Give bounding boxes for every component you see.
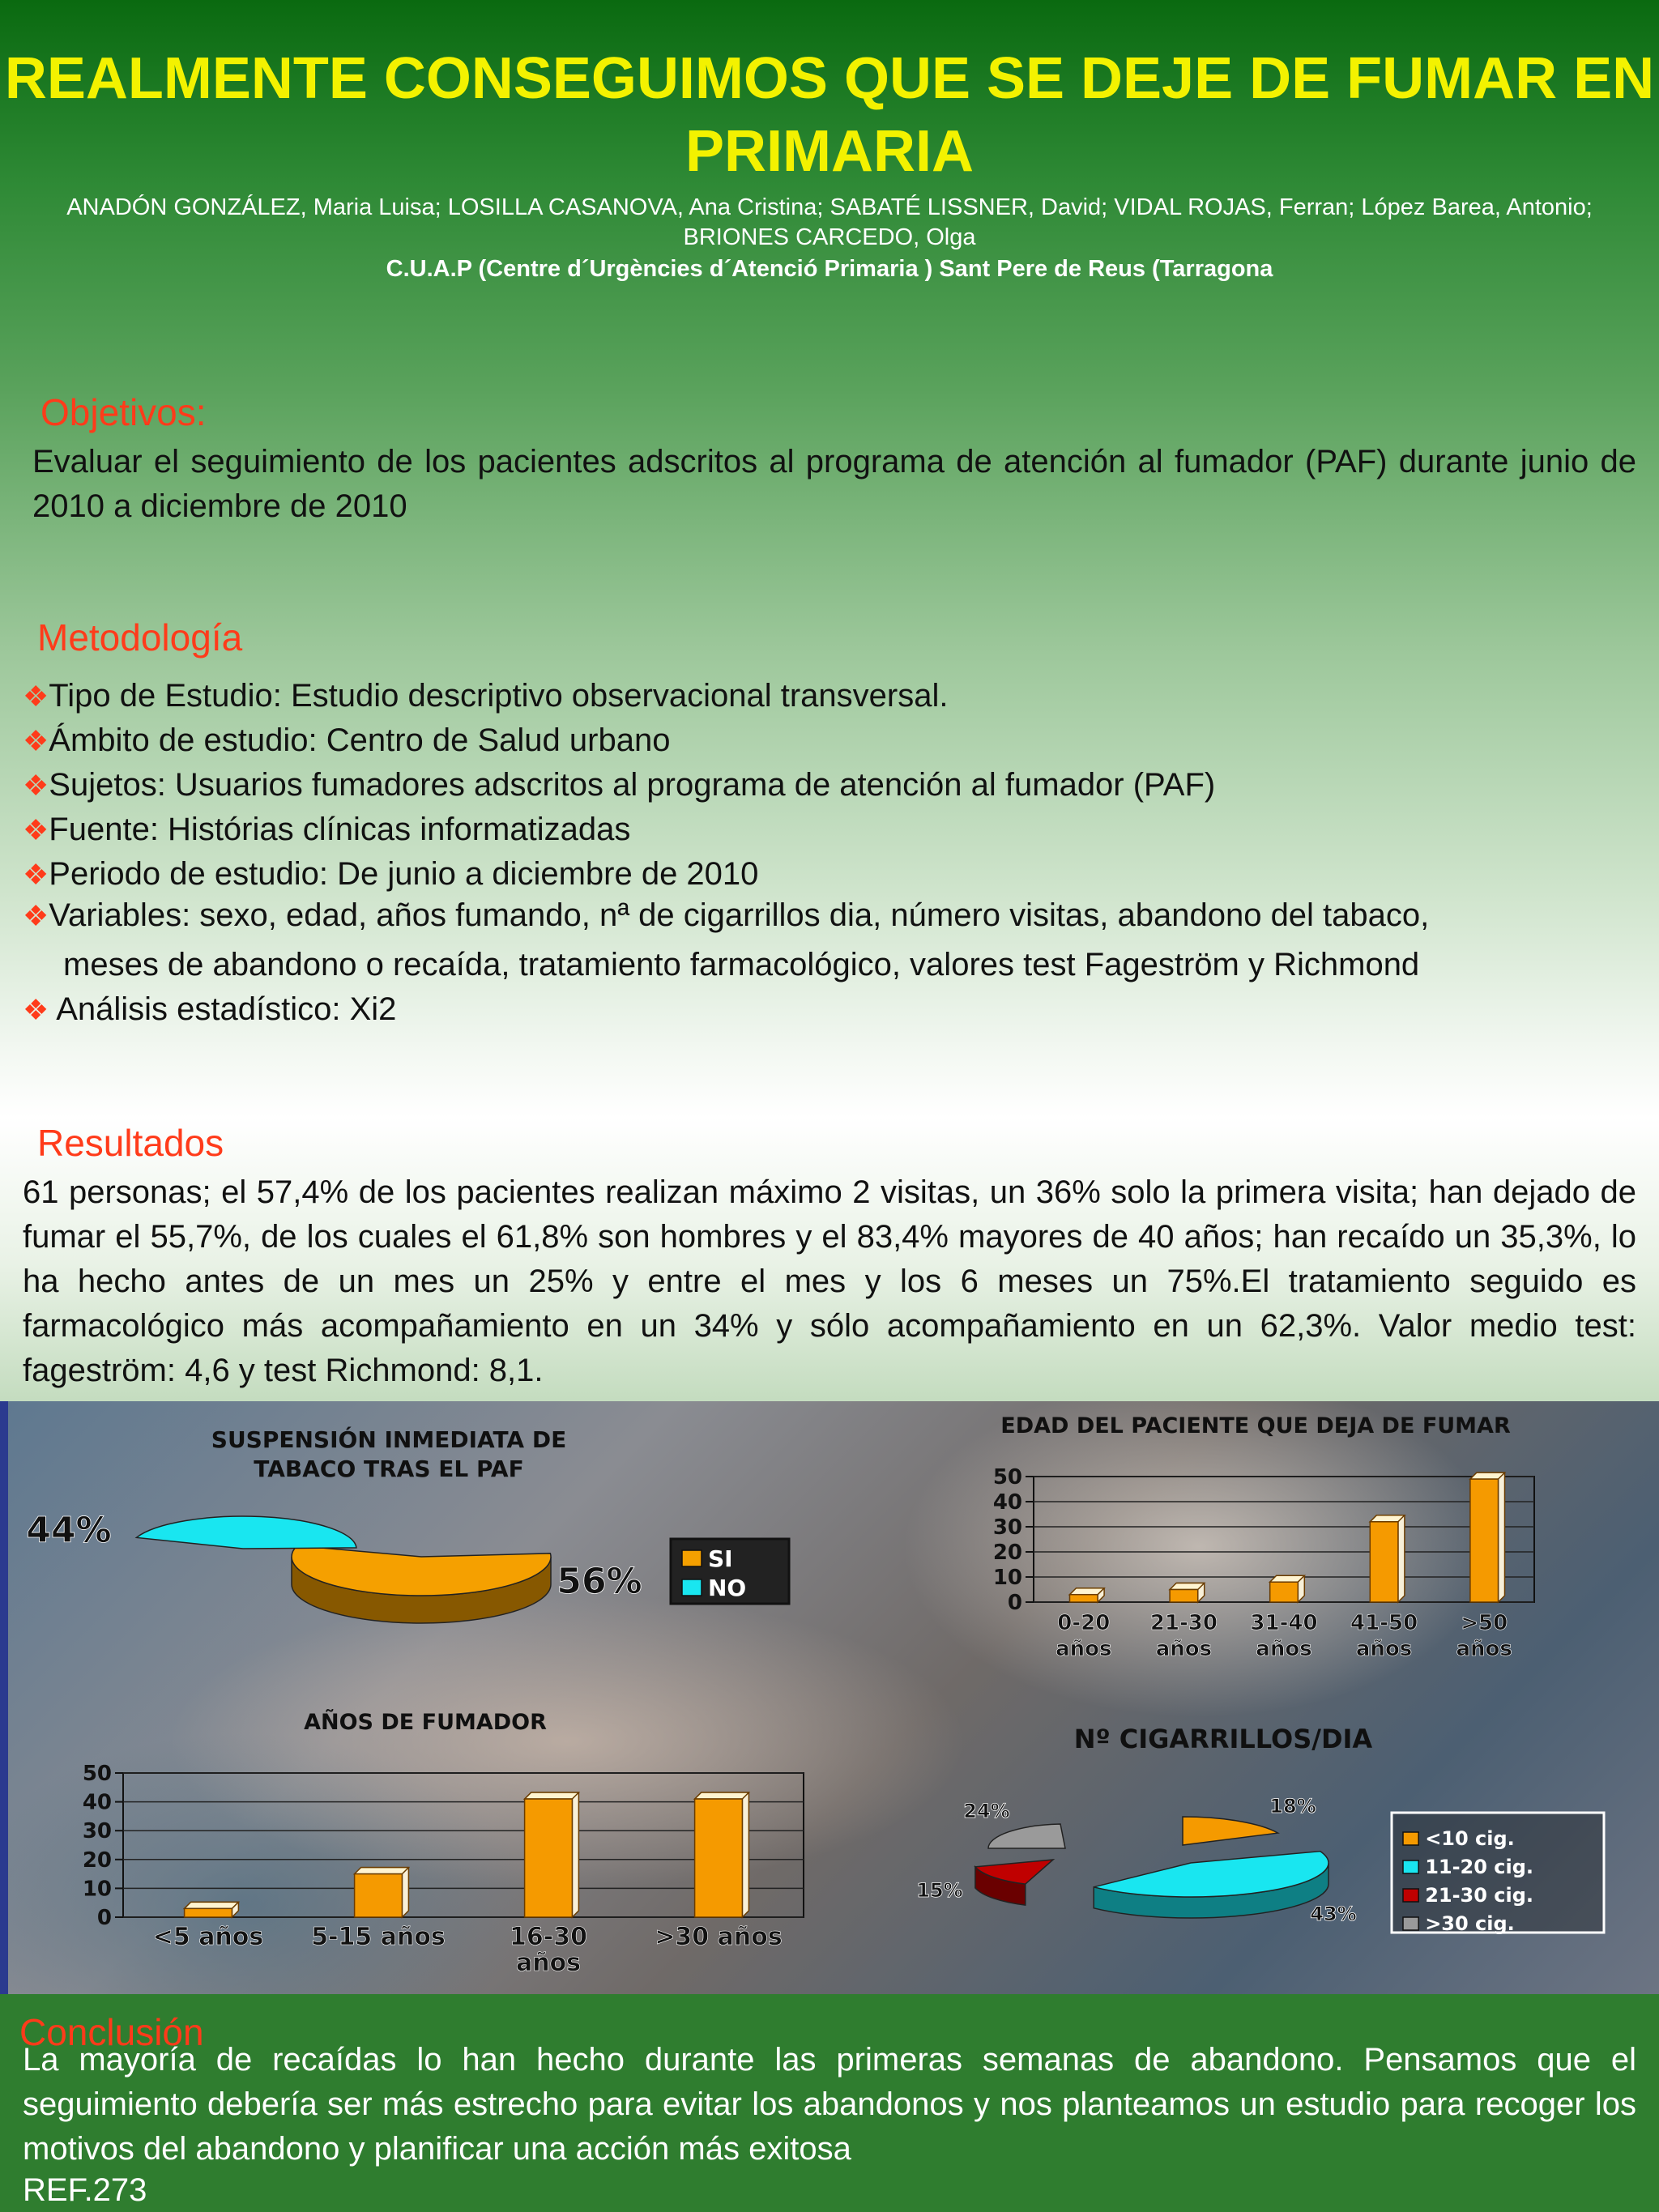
bar-top bbox=[1270, 1575, 1305, 1582]
y-tick-label: 50 bbox=[82, 1762, 112, 1786]
x-tick-label: 31-40 bbox=[1250, 1611, 1318, 1635]
x-tick-label: 16-30 bbox=[510, 1923, 587, 1951]
legend-label: SI bbox=[708, 1545, 733, 1572]
pie-value-label: 44% bbox=[26, 1510, 112, 1551]
chart-title: TABACO TRAS EL PAF bbox=[254, 1455, 524, 1482]
charts-figure bbox=[0, 1401, 1659, 1994]
bullet-icon: ❖ bbox=[23, 858, 49, 891]
poster-header bbox=[0, 42, 1659, 285]
x-tick-label: >50 bbox=[1461, 1611, 1508, 1635]
reference-code: REF.273 bbox=[23, 2172, 147, 2208]
conclusion-heading: Conclusión bbox=[19, 2011, 204, 2053]
chart-title: Nº CIGARRILLOS/DIA bbox=[1073, 1724, 1373, 1754]
bar-top bbox=[695, 1792, 749, 1799]
pie-value-label: 15% bbox=[916, 1879, 963, 1902]
bar-top bbox=[1370, 1515, 1405, 1522]
y-tick-label: 10 bbox=[82, 1877, 112, 1902]
y-tick-label: 0 bbox=[96, 1906, 112, 1930]
list-item: ❖Fuente: Histórias clínicas informatizadas bbox=[23, 812, 631, 847]
bullet-icon: ❖ bbox=[23, 899, 49, 932]
bar bbox=[1370, 1522, 1398, 1602]
bar bbox=[525, 1799, 573, 1917]
list-item: ❖Variables: sexo, edad, años fumando, nª de cigarrillos dia, número visitas, abandono del tabaco, bbox=[23, 897, 1430, 933]
legend-label: NO bbox=[708, 1575, 747, 1601]
legend-swatch bbox=[1403, 1832, 1418, 1845]
bar-top bbox=[185, 1902, 239, 1908]
list-item: ❖Tipo de Estudio: Estudio descriptivo observacional transversal. bbox=[23, 678, 949, 714]
charts-panel bbox=[0, 1401, 1659, 1994]
objetivos-heading: Objetivos: bbox=[41, 391, 207, 433]
authors-line: ANADÓN GONZÁLEZ, Maria Luisa; LOSILLA CASANOVA, Ana Cristina; SABATÉ LISSNER, David; VIDAL ROJAS, Ferran; López Barea, Antonio; BRIONES CARCEDO, Olga bbox=[66, 194, 1593, 250]
resultados-heading: Resultados bbox=[37, 1122, 224, 1164]
list-item-continuation: meses de abandono o recaída, tratamiento farmacológico, valores test Fageström y Richmond bbox=[63, 947, 1420, 982]
x-tick-label: años bbox=[1056, 1637, 1112, 1661]
x-tick-label: años bbox=[1456, 1637, 1512, 1661]
legend-label: 11-20 cig. bbox=[1425, 1856, 1534, 1878]
bullet-icon: ❖ bbox=[23, 813, 49, 846]
objetivos-text: Evaluar el seguimiento de los pacientes adscritos al programa de atención al fumador (PAF) durante junio de 2010 a diciembre de 2010 bbox=[32, 444, 1636, 524]
y-tick-label: 40 bbox=[992, 1490, 1022, 1515]
y-tick-label: 20 bbox=[992, 1541, 1022, 1565]
metodologia-heading: Metodología bbox=[37, 616, 243, 658]
pie-value-label: 24% bbox=[963, 1800, 1010, 1822]
x-tick-label: 21-30 bbox=[1149, 1611, 1218, 1635]
pie-slice bbox=[988, 1824, 1065, 1848]
legend-swatch bbox=[1403, 1917, 1418, 1930]
bar bbox=[695, 1799, 743, 1917]
bar bbox=[1069, 1595, 1098, 1602]
conclusion-panel bbox=[0, 1994, 1659, 2212]
y-tick-label: 10 bbox=[992, 1566, 1022, 1590]
pie-value-label: 56% bbox=[557, 1561, 642, 1602]
y-tick-label: 40 bbox=[82, 1790, 112, 1815]
chart-title: EDAD DEL PACIENTE QUE DEJA DE FUMAR bbox=[1000, 1413, 1511, 1438]
pie-value-label: 18% bbox=[1269, 1795, 1316, 1818]
x-tick-label: años bbox=[1155, 1637, 1213, 1661]
legend-swatch bbox=[682, 1550, 702, 1566]
metodologia-list bbox=[23, 674, 1636, 1032]
bullet-icon: ❖ bbox=[23, 680, 49, 713]
bullet-icon: ❖ bbox=[23, 724, 49, 757]
bullet-icon: ❖ bbox=[23, 993, 49, 1026]
legend-label: <10 cig. bbox=[1425, 1827, 1515, 1850]
pie-slice bbox=[136, 1516, 356, 1549]
list-item: ❖Periodo de estudio: De junio a diciembre de 2010 bbox=[23, 856, 759, 892]
pie-value-label: 43% bbox=[1310, 1903, 1357, 1925]
bar-top bbox=[525, 1792, 579, 1799]
y-tick-label: 30 bbox=[82, 1819, 112, 1844]
bar bbox=[355, 1874, 403, 1917]
institution-line: C.U.A.P (Centre d´Urgències d´Atenció Primaria ) Sant Pere de Reus (Tarragona bbox=[386, 256, 1273, 282]
x-tick-label: años bbox=[1256, 1637, 1312, 1661]
y-tick-label: 0 bbox=[1007, 1591, 1022, 1615]
bar bbox=[1170, 1590, 1198, 1603]
bar bbox=[185, 1908, 232, 1917]
bullet-icon: ❖ bbox=[23, 769, 49, 802]
bar-top bbox=[1470, 1473, 1505, 1479]
x-tick-label: 0-20 bbox=[1057, 1611, 1111, 1635]
bar bbox=[1270, 1582, 1299, 1602]
y-tick-label: 20 bbox=[82, 1848, 112, 1873]
bar-top bbox=[1170, 1583, 1205, 1590]
y-tick-label: 50 bbox=[992, 1465, 1022, 1490]
pie-slice bbox=[1183, 1817, 1278, 1845]
x-tick-label: años bbox=[515, 1949, 582, 1977]
resultados-text: 61 personas; el 57,4% de los pacientes realizan máximo 2 visitas, un 36% solo la primera visita; han dejado de fumar el 55,7%, de los cuales el 61,8% son hombres y el 83,4% mayores de 40 años; han recaído un 35,3%, lo ha hecho antes de un mes un 25% y entre el mes y los 6 meses un 75%.El tratamiento seguido es farmacológico más acompañamiento en un 34% y sólo acompañamiento en un 62,3%. Valor medio test: fageström: 4,6 y test Richmond: 8,1. bbox=[23, 1174, 1636, 1388]
conclusion-text: La mayoría de recaídas lo han hecho durante las primeras semanas de abandono. Pensamos que el seguimiento debería ser más estrecho para evitar los abandonos y nos planteamos un estudio para recoger los motivos del abandono y planificar una acción más exitosa bbox=[23, 2042, 1636, 2167]
legend-swatch bbox=[682, 1579, 702, 1596]
list-item: ❖Ámbito de estudio: Centro de Salud urbano bbox=[23, 722, 671, 758]
x-tick-label: 5-15 años bbox=[311, 1923, 446, 1951]
poster-title: REALMENTE CONSEGUIMOS QUE SE DEJE DE FUMAR EN PRIMARIA bbox=[4, 46, 1655, 184]
x-tick-label: 41-50 bbox=[1350, 1611, 1418, 1635]
bar bbox=[1470, 1479, 1499, 1602]
chart-title: SUSPENSIÓN INMEDIATA DE bbox=[211, 1426, 567, 1453]
legend-swatch bbox=[1403, 1860, 1418, 1873]
x-tick-label: <5 años bbox=[152, 1923, 264, 1951]
legend-label: 21-30 cig. bbox=[1425, 1884, 1534, 1907]
x-tick-label: años bbox=[1355, 1637, 1413, 1661]
x-tick-label: >30 años bbox=[655, 1923, 783, 1951]
chart-title: AÑOS DE FUMADOR bbox=[304, 1710, 547, 1735]
list-item: ❖Sujetos: Usuarios fumadores adscritos al programa de atención al fumador (PAF) bbox=[23, 767, 1216, 803]
list-item: ❖ Análisis estadístico: Xi2 bbox=[23, 991, 397, 1027]
bar-top bbox=[1069, 1588, 1104, 1595]
y-tick-label: 30 bbox=[992, 1515, 1022, 1540]
legend-swatch bbox=[1403, 1889, 1418, 1902]
bar-top bbox=[355, 1868, 409, 1874]
legend-label: >30 cig. bbox=[1425, 1912, 1515, 1935]
